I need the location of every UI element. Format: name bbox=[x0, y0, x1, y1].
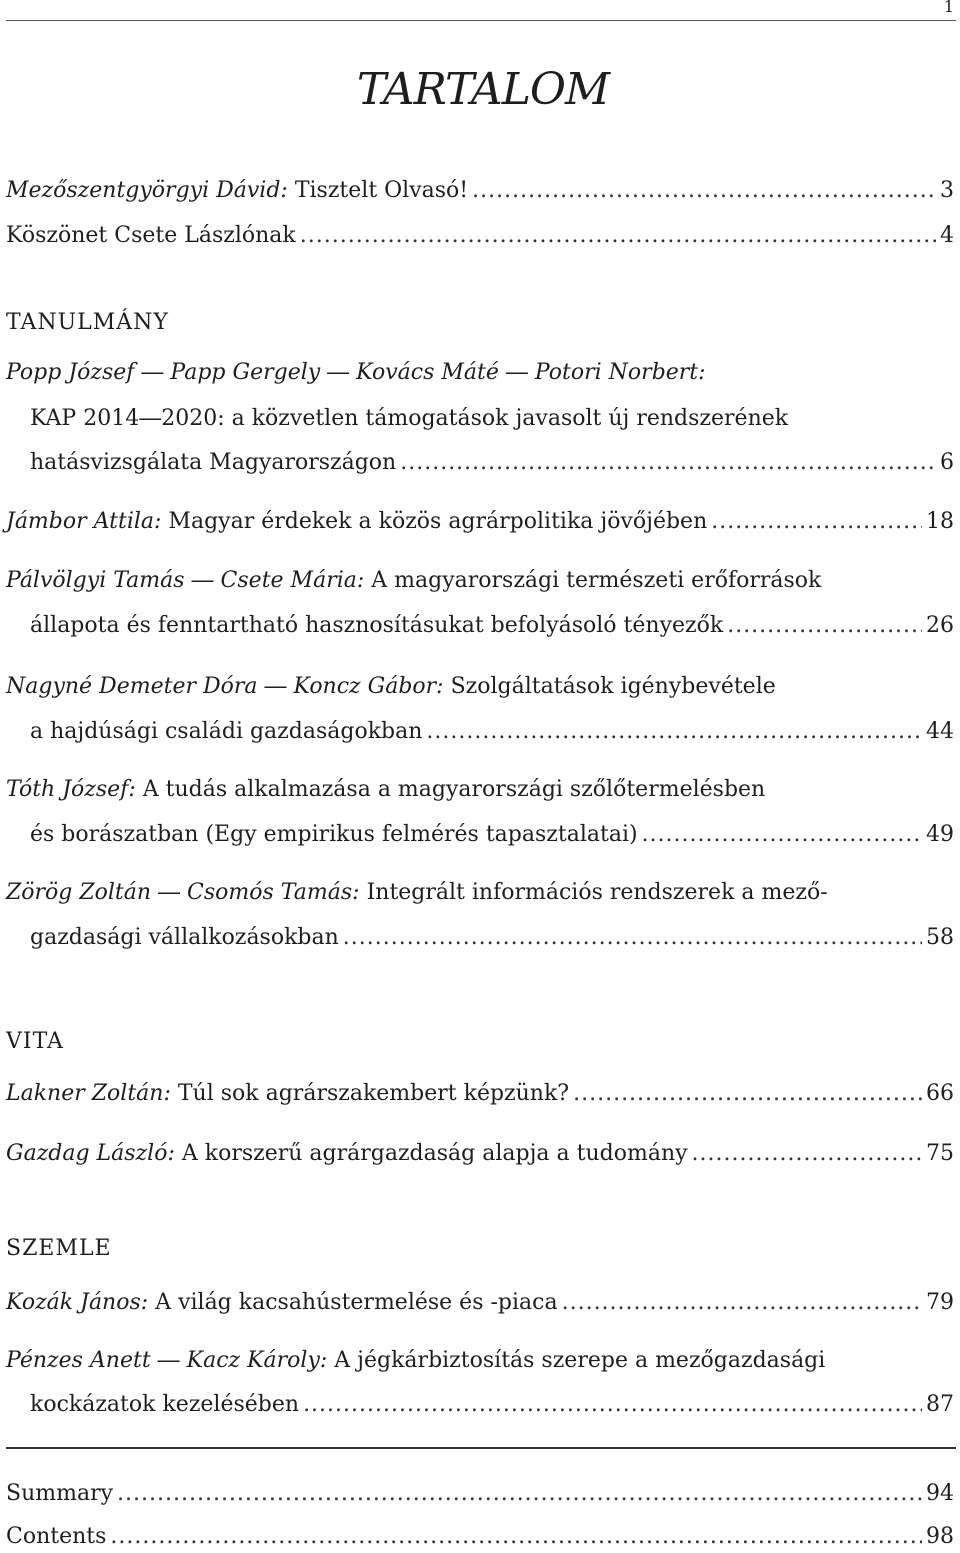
toc-author: Pénzes Anett ― Kacz Károly: bbox=[6, 1348, 328, 1373]
toc-title-cont: állapota és fenntartható hasznosításukat befolyásoló tényezők bbox=[30, 613, 724, 638]
toc-entry-author-line bbox=[6, 358, 954, 388]
page-title: TARTALOM bbox=[356, 64, 610, 115]
toc-entry-jambor[interactable] bbox=[6, 507, 954, 537]
toc-page: 79 bbox=[926, 1290, 954, 1315]
toc-title: KAP 2014―2020: a közvetlen támogatások javasolt új rendszerének bbox=[30, 406, 789, 431]
toc-title: A magyarországi természeti erőforrások bbox=[371, 568, 822, 593]
leader-dots bbox=[692, 1139, 922, 1169]
toc-entry-zorog[interactable] bbox=[30, 923, 954, 953]
toc-entry-author-line bbox=[6, 566, 954, 596]
toc-page: 18 bbox=[926, 509, 954, 534]
toc-page: 49 bbox=[926, 822, 954, 847]
leader-dots bbox=[727, 611, 922, 641]
toc-page: 87 bbox=[926, 1392, 954, 1417]
toc-page: 26 bbox=[926, 613, 954, 638]
toc-page: 66 bbox=[926, 1081, 954, 1106]
toc-title: Summary bbox=[6, 1481, 114, 1506]
toc-entry-palvolgyi[interactable] bbox=[30, 611, 954, 641]
toc-entry-contents[interactable] bbox=[6, 1522, 954, 1552]
leader-dots bbox=[400, 448, 936, 478]
toc-entry-koszonet[interactable] bbox=[6, 221, 954, 251]
toc-title: A jégkárbiztosítás szerepe a mezőgazdasági bbox=[334, 1348, 826, 1373]
toc-entry-author-line bbox=[6, 775, 954, 805]
toc-author: Jámbor Attila: bbox=[6, 509, 162, 534]
toc-entry-author-line bbox=[6, 878, 954, 908]
leader-dots bbox=[110, 1522, 922, 1552]
divider-rule bbox=[6, 1447, 956, 1449]
toc-entry-kozak[interactable] bbox=[6, 1288, 954, 1318]
toc-title-cont: gazdasági vállalkozásokban bbox=[30, 925, 339, 950]
toc-title: Integrált információs rendszerek a mező- bbox=[366, 880, 828, 905]
leader-dots bbox=[711, 507, 922, 537]
toc-author: Lakner Zoltán: bbox=[6, 1081, 171, 1106]
toc-entry-kap-2014[interactable] bbox=[30, 448, 954, 478]
toc-entry-title-line bbox=[30, 404, 954, 434]
toc-author: Popp József ― Papp Gergely ― Kovács Máté ― Potori Norbert: bbox=[6, 360, 706, 385]
toc-page: 98 bbox=[926, 1524, 954, 1549]
toc-page: 44 bbox=[926, 719, 954, 744]
toc-page: 94 bbox=[926, 1481, 954, 1506]
toc-title: Túl sok agrárszakembert képzünk? bbox=[177, 1081, 570, 1106]
toc-author: Zörög Zoltán ― Csomós Tamás: bbox=[6, 880, 360, 905]
toc-page: 3 bbox=[940, 178, 954, 203]
leader-dots bbox=[426, 717, 922, 747]
leader-dots bbox=[300, 221, 936, 251]
toc-entry-gazdag[interactable] bbox=[6, 1139, 954, 1169]
toc-entry-toth[interactable] bbox=[30, 820, 954, 850]
leader-dots bbox=[642, 820, 922, 850]
toc-title: Tisztelt Olvasó! bbox=[294, 178, 469, 203]
toc-author: Gazdag László: bbox=[6, 1141, 175, 1166]
leader-dots bbox=[562, 1288, 922, 1318]
toc-title: A világ kacsahústermelése és -piaca bbox=[155, 1290, 558, 1315]
toc-title: Magyar érdekek a közös agrárpolitika jövőjében bbox=[168, 509, 708, 534]
toc-entry-author-line bbox=[6, 672, 954, 702]
leader-dots bbox=[573, 1079, 922, 1109]
toc-entry-tisztelt-olvaso[interactable] bbox=[6, 176, 954, 206]
toc-title: A korszerű agrárgazdaság alapja a tudomány bbox=[181, 1141, 688, 1166]
toc-title: Contents bbox=[6, 1524, 107, 1549]
leader-dots bbox=[303, 1390, 922, 1420]
toc-title-cont: a hajdúsági családi gazdaságokban bbox=[30, 719, 423, 744]
toc-title-cont: hatásvizsgálata Magyarországon bbox=[30, 450, 397, 475]
page-number: 1 bbox=[943, 0, 954, 16]
toc-page: 4 bbox=[940, 223, 954, 248]
toc-title-cont: kockázatok kezelésében bbox=[30, 1392, 300, 1417]
top-rule bbox=[6, 20, 956, 21]
toc-title: Szolgáltatások igénybevétele bbox=[450, 674, 776, 699]
toc-author: Tóth József: bbox=[6, 777, 136, 802]
toc-title-cont: és borászatban (Egy empirikus felmérés tapasztalatai) bbox=[30, 822, 638, 847]
toc-entry-author-line bbox=[6, 1346, 954, 1376]
toc-entry-penzes[interactable] bbox=[30, 1390, 954, 1420]
toc-author: Mezőszentgyörgyi Dávid: bbox=[6, 178, 288, 203]
section-heading-szemle: SZEMLE bbox=[6, 1236, 112, 1261]
toc-author: Kozák János: bbox=[6, 1290, 149, 1315]
toc-page: 6 bbox=[940, 450, 954, 475]
toc-author: Pálvölgyi Tamás ― Csete Mária: bbox=[6, 568, 365, 593]
toc-entry-summary[interactable] bbox=[6, 1479, 954, 1509]
section-heading-tanulmany: TANULMÁNY bbox=[6, 310, 169, 335]
toc-page: 75 bbox=[926, 1141, 954, 1166]
toc-title: A tudás alkalmazása a magyarországi szőlőtermelésben bbox=[142, 777, 766, 802]
toc-title: Köszönet Csete Lászlónak bbox=[6, 223, 296, 248]
section-heading-vita: VITA bbox=[6, 1029, 64, 1054]
toc-entry-nagyne[interactable] bbox=[30, 717, 954, 747]
leader-dots bbox=[117, 1479, 922, 1509]
toc-entry-lakner[interactable] bbox=[6, 1079, 954, 1109]
toc-page: 58 bbox=[926, 925, 954, 950]
leader-dots bbox=[343, 923, 922, 953]
toc-author: Nagyné Demeter Dóra ― Koncz Gábor: bbox=[6, 674, 444, 699]
leader-dots bbox=[472, 176, 936, 206]
